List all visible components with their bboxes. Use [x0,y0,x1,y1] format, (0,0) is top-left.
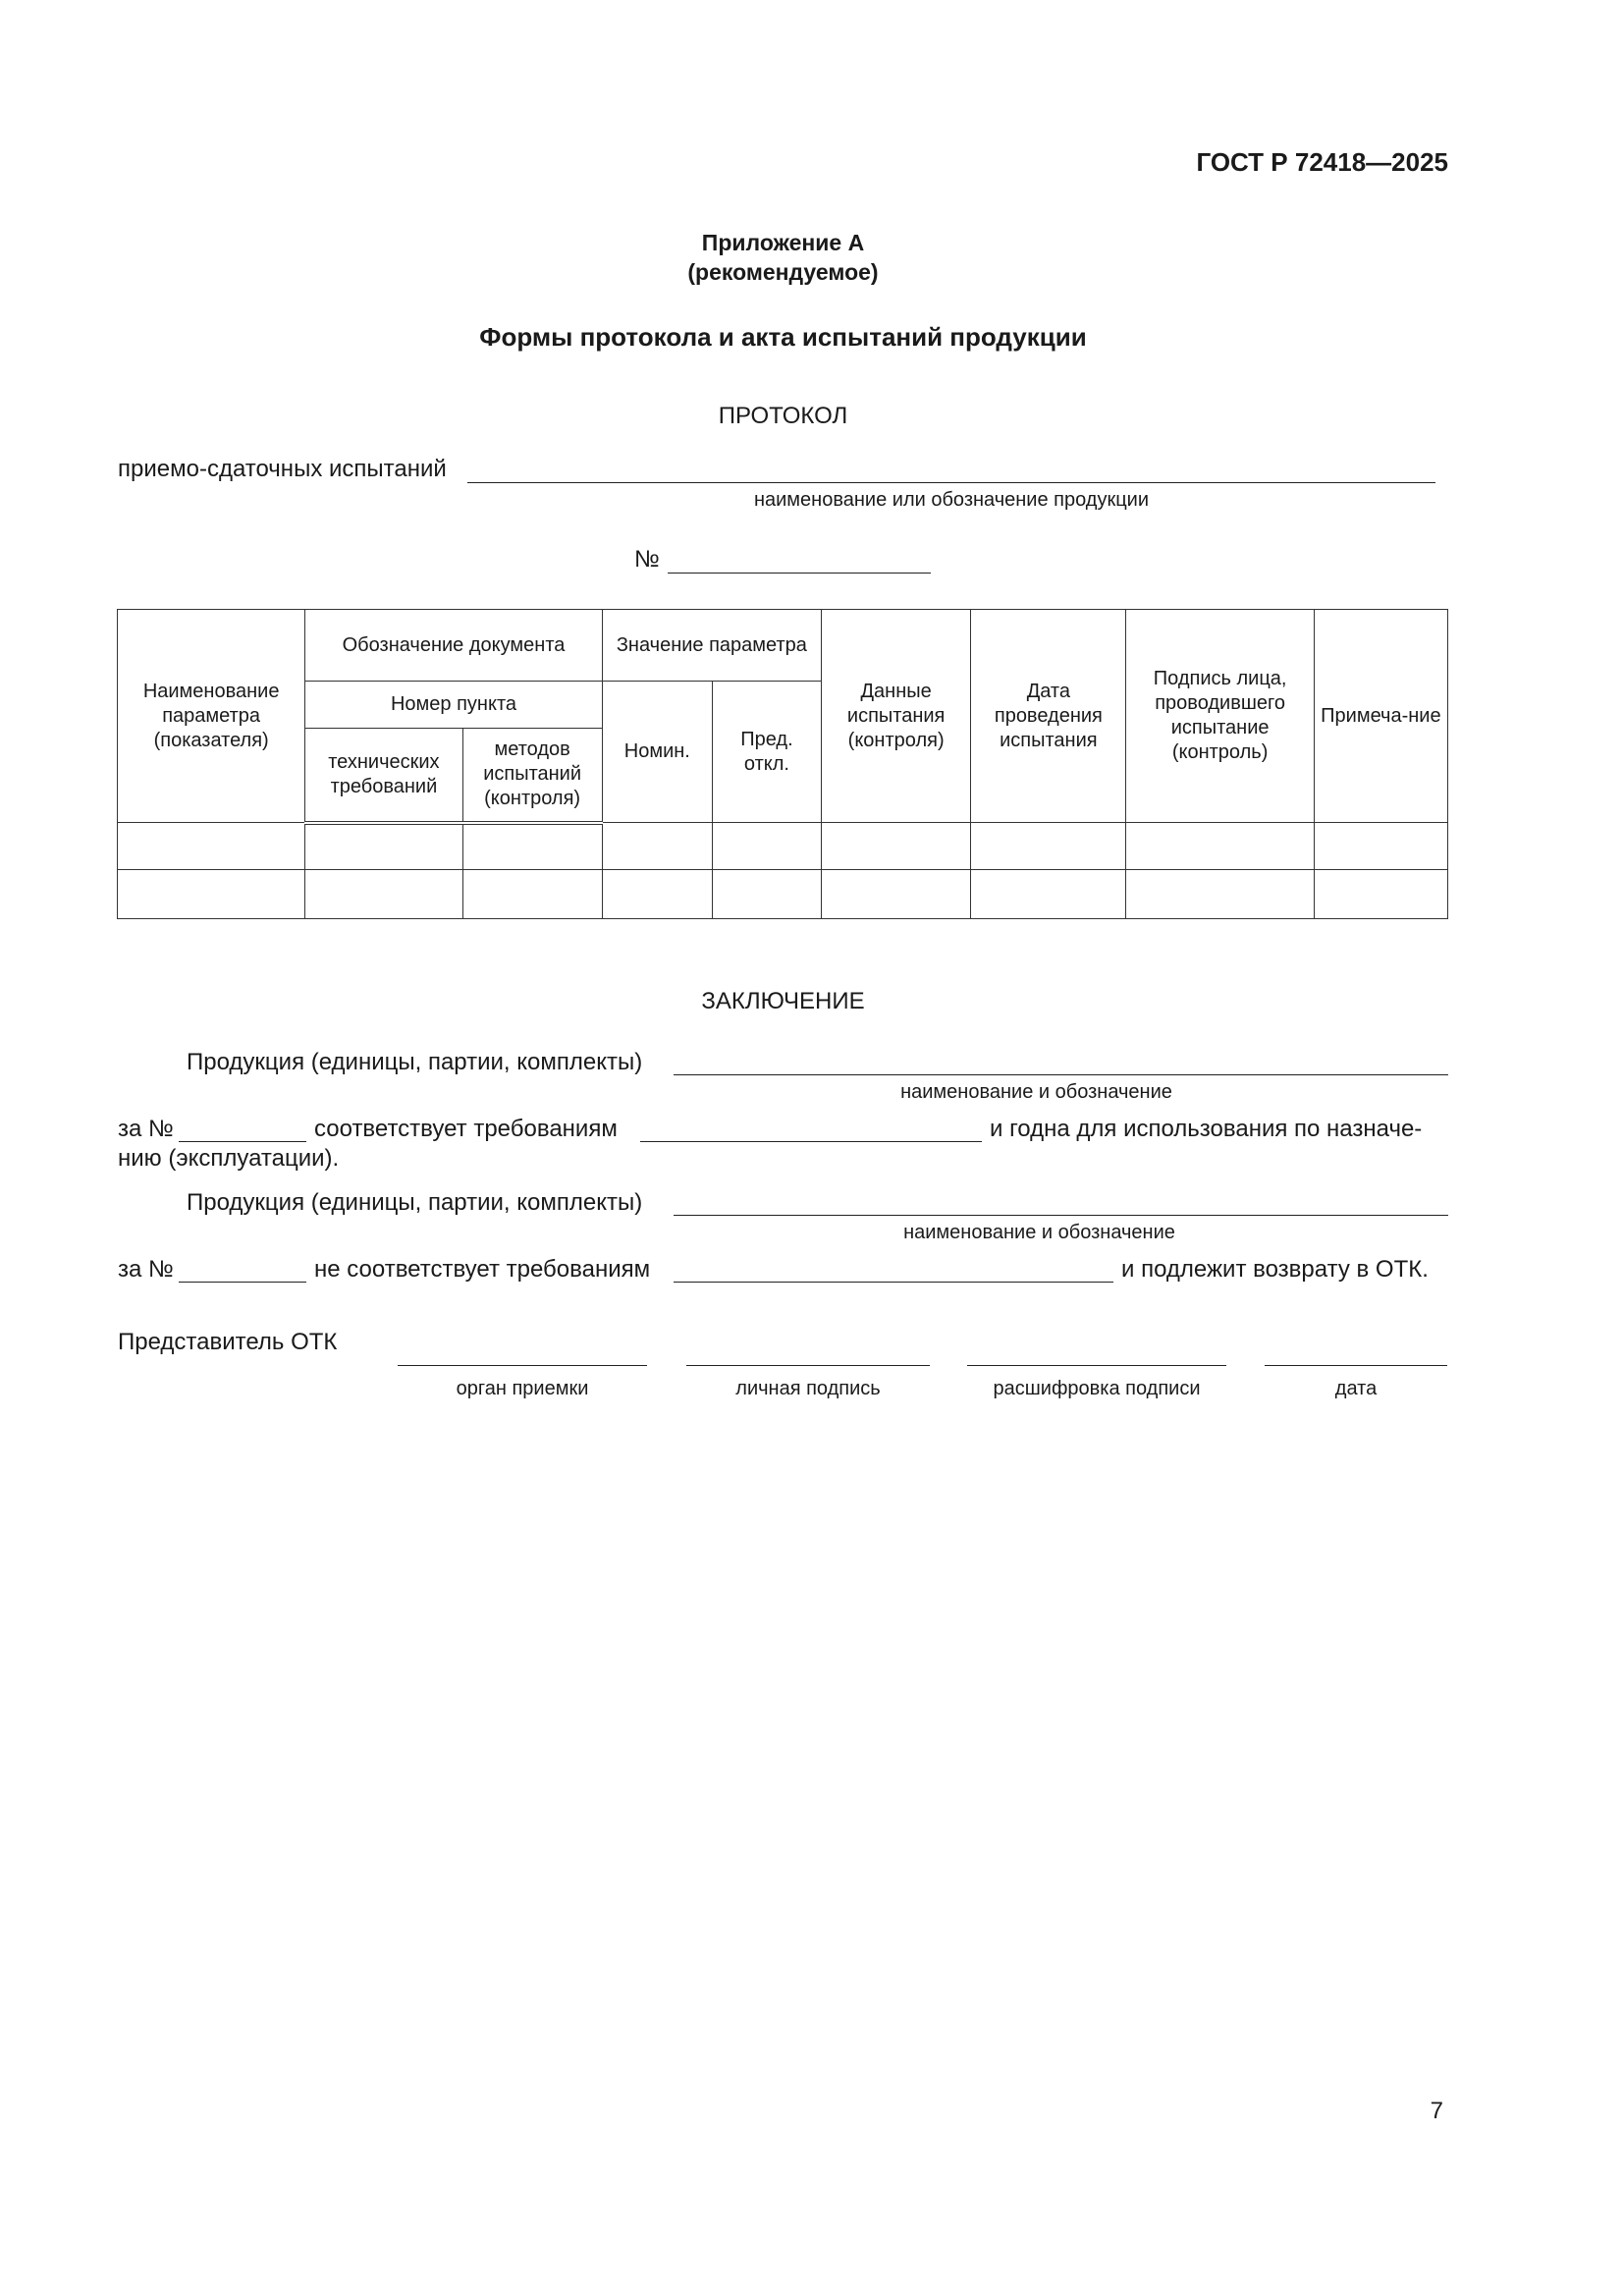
table-cell[interactable] [305,870,462,919]
header-test-date: Дата проведения испытания [971,610,1126,823]
table-cell[interactable] [822,823,971,870]
signature-decode-blank[interactable] [967,1365,1226,1366]
table-row [118,823,1448,870]
header-tech-requirements: технических требований [305,729,462,823]
signature-decode-caption: расшифровка подписи [993,1378,1201,1399]
requirements-blank[interactable] [640,1141,982,1142]
protocol-number-blank[interactable] [668,573,931,574]
table-cell[interactable] [971,823,1126,870]
table-row [118,870,1448,919]
forms-title: Формы протокола и акта испытаний продукции [479,322,1087,352]
header-param-value: Значение параметра [602,610,821,682]
signature-caption: личная подпись [735,1378,881,1399]
acceptance-body-caption: орган приемки [456,1378,589,1399]
for-number-blank-2[interactable] [179,1282,306,1283]
signature-blank[interactable] [686,1365,930,1366]
table-cell[interactable] [602,823,712,870]
not-complies-label: не соответствует требованиям [314,1256,651,1283]
table-cell[interactable] [1314,823,1447,870]
table-cell[interactable] [462,870,602,919]
header-nominal: Номин. [602,682,712,823]
for-number-label-2: за № [118,1256,174,1283]
product-blank[interactable] [674,1074,1448,1075]
complies-label: соответствует требованиям [314,1116,618,1142]
product-name-caption: наименование или обозначение продукции [753,489,1150,511]
protocol-line-label: приемо-сдаточных испытаний [118,456,447,482]
product-caption: наименование и обозначение [900,1081,1172,1103]
header-note: Примеча-ние [1314,610,1447,823]
for-number-label: за № [118,1116,174,1142]
table-cell[interactable] [462,823,602,870]
acceptance-body-blank[interactable] [398,1365,647,1366]
return-to-otk-label: и подлежит возврату в ОТК. [1121,1256,1429,1283]
appendix-heading [118,228,1448,287]
header-test-data: Данные испытания (контроля) [822,610,971,823]
product-caption-2: наименование и обозначение [903,1222,1175,1243]
product-blank-2[interactable] [674,1215,1448,1216]
for-number-blank[interactable] [179,1141,306,1142]
header-param-name: Наименование параметра (показателя) [118,610,305,823]
protocol-number-label: № [634,546,660,573]
header-clause-number: Номер пункта [305,682,602,729]
product-name-blank[interactable] [467,482,1435,483]
table-cell[interactable] [305,823,462,870]
product-label-2: Продукция (единицы, партии, комплекты) [187,1189,643,1216]
table-cell[interactable] [822,870,971,919]
date-blank[interactable] [1265,1365,1447,1366]
header-test-methods: методов испытаний (контроля) [462,729,602,823]
appendix-title: Приложение А [701,230,865,255]
table-cell[interactable] [712,870,821,919]
header-doc-designation: Обозначение документа [305,610,602,682]
header-tolerance: Пред. откл. [712,682,821,823]
table-cell[interactable] [118,870,305,919]
table-cell[interactable] [971,870,1126,919]
requirements-blank-2[interactable] [674,1282,1113,1283]
standard-designation: ГОСТ Р 72418—2025 [1196,147,1448,177]
appendix-status: (рекомендуемое) [687,259,879,285]
fit-for-use-label: и годна для использования по назначе- [990,1116,1423,1142]
protocol-table [117,609,1448,919]
table-cell[interactable] [1126,870,1314,919]
conclusion-title: ЗАКЛЮЧЕНИЕ [701,988,865,1014]
date-caption: дата [1334,1378,1378,1399]
fit-for-use-continued: нию (эксплуатации). [118,1145,340,1172]
table-header-row [118,610,1448,682]
table-cell[interactable] [1126,823,1314,870]
page-number: 7 [1430,2098,1443,2124]
header-signature: Подпись лица, проводившего испытание (контроль) [1126,610,1314,823]
otk-representative-label: Представитель ОТК [118,1329,338,1355]
product-label: Продукция (единицы, партии, комплекты) [187,1049,643,1075]
table-cell[interactable] [602,870,712,919]
table-cell[interactable] [118,823,305,870]
table-cell[interactable] [712,823,821,870]
protocol-title: ПРОТОКОЛ [718,403,848,429]
table-cell[interactable] [1314,870,1447,919]
